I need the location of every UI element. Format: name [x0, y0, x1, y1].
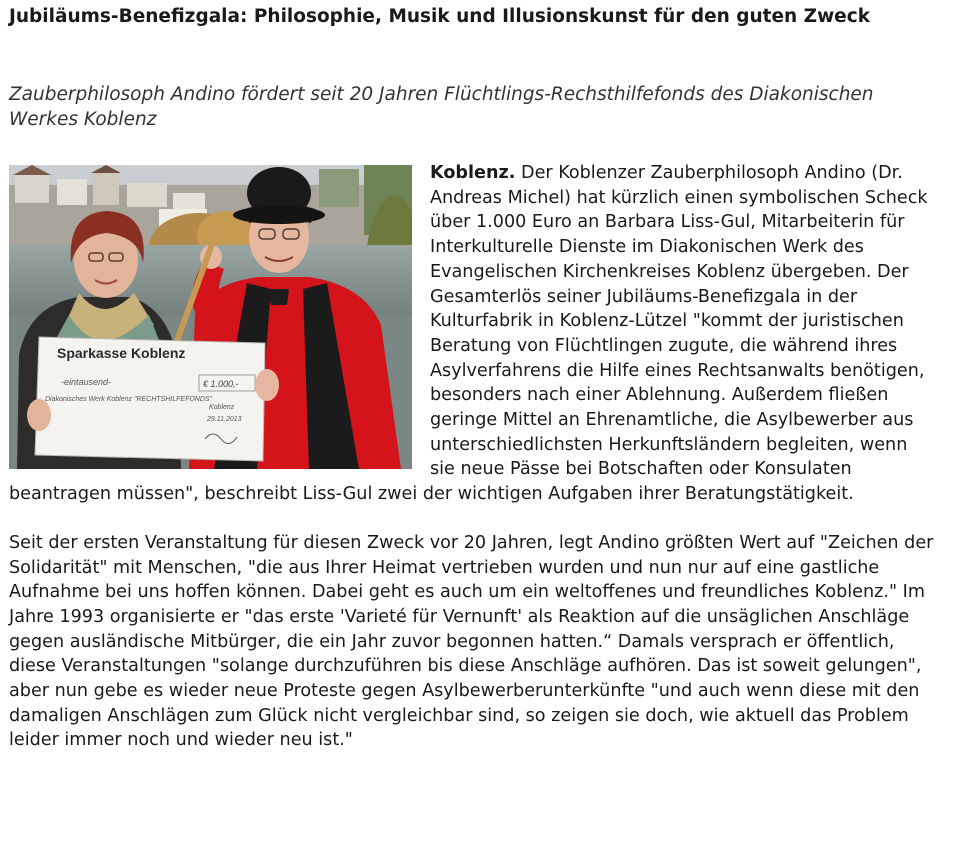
check-bank: Sparkasse Koblenz: [57, 345, 186, 361]
article-subtitle: Zauberphilosoph Andino fördert seit 20 Jahren Flüchtlings-Rechsthilfefonds des Diakonischen Werkes Koblenz: [9, 84, 874, 130]
check-amount: € 1.000,-: [203, 379, 239, 389]
article-photo: [9, 165, 412, 469]
paragraph-1-text: Der Koblenzer Zauberphilosoph Andino (Dr. Andreas Michel) hat kürzlich einen symbolischen Scheck über 1.000 Euro an Barbara Liss-Gul, Mitarbeiterin für Interkulturelle Dienste im Diakonischen Werk des Evangelischen Kirchenkreises Koblenz übergeben. Der Gesamterlös seiner Jubiläums-Benefizgala in der Kulturfabrik in Koblenz-Lützel "kommt der juristischen Beratung von Flüchtlingen zugute, die während ihres Asylverfahrens die Hilfe eines Rechtsanwalts benötigen, besonders nach einer Ablehnung. Außerdem fließen geringe Mittel an Ehrenamtliche, die Asylbewerber aus unterschiedlichsten Herkunftsländern begleiten, wenn sie neue Pässe bei Botschaften oder Konsulaten beantragen müssen", beschreibt Liss-Gul zwei der wichtigen Aufgaben ihrer Beratungstätigkeit.: [9, 163, 928, 505]
check-place: Koblenz: [209, 404, 235, 411]
paragraph-2: Seit der ersten Veranstaltung für diesen Zweck vor 20 Jahren, legt Andino größten Wert auf "Zeichen der Solidarität" mit Menschen, "die aus Ihrer Heimat vertrieben wurden und nun nur auf eine gastliche Aufnahme bei uns hoffen können. Dabei geht es auch um ein weltoffenes und freundliches Koblenz." Im Jahre 1993 organisierte er "das erste 'Varieté für Vernunft' als Reaktion auf die unsäglichen Anschläge gegen ausländische Mitbürger, die ein Jahr zuvor begonnen hatten.“ Damals versprach er öffentlich, diese Veranstaltungen "solange durchzuführen bis diese Anschläge aufhören. Das ist soweit gelungen", aber nun gebe es wieder neue Proteste gegen Asylbewerberunterkünfte "und auch wenn diese mit den damaligen Anschlägen zum Glück nicht vergleichbar sind, so zeigen sie doch, wie aktuell das Problem leider immer noch und wieder neu ist.": [9, 532, 934, 751]
check-words: -eintausend-: [61, 377, 112, 387]
check-date: 29.11.2013: [207, 416, 242, 423]
check-payee: Diakonisches Werk Koblenz "RECHTSHILFEFONDS": [45, 396, 213, 403]
article-body: [9, 161, 934, 753]
dateline: Koblenz.: [430, 163, 516, 183]
article-title: Jubiläums-Benefizgala: Philosophie, Musik und Illusionskunst für den guten Zweck: [9, 6, 870, 27]
symbolic-check: [35, 337, 265, 461]
photo-check-handover: [9, 165, 412, 469]
